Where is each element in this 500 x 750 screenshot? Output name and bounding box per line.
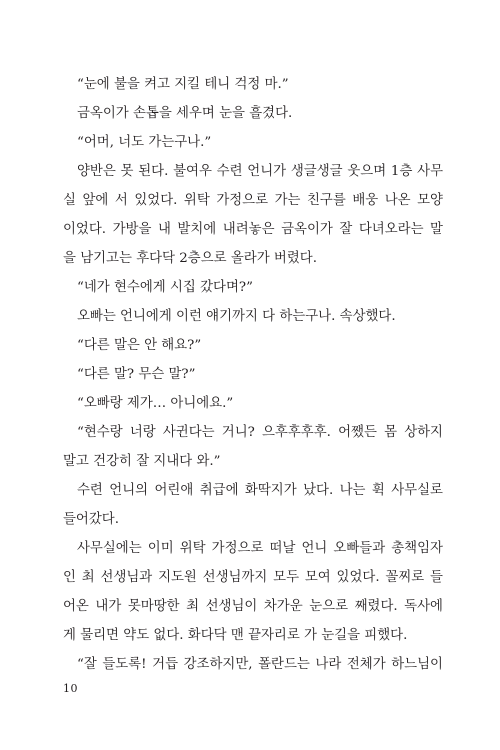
dialogue-line: “다른 말? 무슨 말?” xyxy=(77,367,196,382)
dialogue-line: “어머, 너도 가는구나.” xyxy=(77,135,212,150)
paragraph-line: 수련 언니의 어린애 취급에 화딱지가 났다. 나는 휙 사무실로 xyxy=(77,483,443,498)
paragraph-line: 인 최 선생님과 지도원 선생님까지 모두 모여 있었다. 꼴찌로 들 xyxy=(63,570,443,585)
dialogue-line: 말고 건강히 잘 지내다 와.” xyxy=(63,454,221,469)
dialogue-line: “네가 현수에게 시집 갔다며?” xyxy=(77,280,253,295)
paragraph-line: 오빠는 언니에게 이런 얘기까지 다 하는구나. 속상했다. xyxy=(77,309,396,324)
dialogue-line: “잘 들도록! 거듭 강조하지만, 폴란드는 나라 전체가 하느님이 xyxy=(77,657,443,672)
dialogue-line: “다른 말은 안 해요?” xyxy=(77,338,202,353)
dialogue-line: “눈에 불을 켜고 지킬 테니 걱정 마.” xyxy=(77,77,289,92)
paragraph-line: 이었다. 가방을 내 발치에 내려놓은 금옥이가 잘 다녀오라는 말 xyxy=(63,222,443,237)
body-text xyxy=(63,70,443,679)
paragraph-line: 을 남기고는 후다닥 2층으로 올라가 버렸다. xyxy=(63,251,317,266)
dialogue-line: “현수랑 너랑 사귄다는 거니? 으후후후후. 어쨌든 몸 상하지 xyxy=(77,425,443,440)
paragraph-line: 양반은 못 된다. 불여우 수련 언니가 생글생글 웃으며 1층 사무 xyxy=(77,164,443,179)
paragraph-line: 어온 내가 못마땅한 최 선생님이 차가운 눈으로 째렸다. 독사에 xyxy=(63,599,443,614)
paragraph-line: 사무실에는 이미 위탁 가정으로 떠날 언니 오빠들과 총책임자 xyxy=(77,541,443,556)
paragraph-line: 게 물리면 약도 없다. 화다닥 맨 끝자리로 가 눈길을 피했다. xyxy=(63,628,408,643)
dialogue-line: “오빠랑 제가… 아니에요.” xyxy=(77,396,234,411)
page-number: 10 xyxy=(63,682,78,695)
paragraph-line: 들어갔다. xyxy=(63,512,119,527)
paragraph-line: 금옥이가 손톱을 세우며 눈을 흘겼다. xyxy=(77,106,293,121)
paragraph-line: 실 앞에 서 있었다. 위탁 가정으로 가는 친구를 배웅 나온 모양 xyxy=(63,193,443,208)
